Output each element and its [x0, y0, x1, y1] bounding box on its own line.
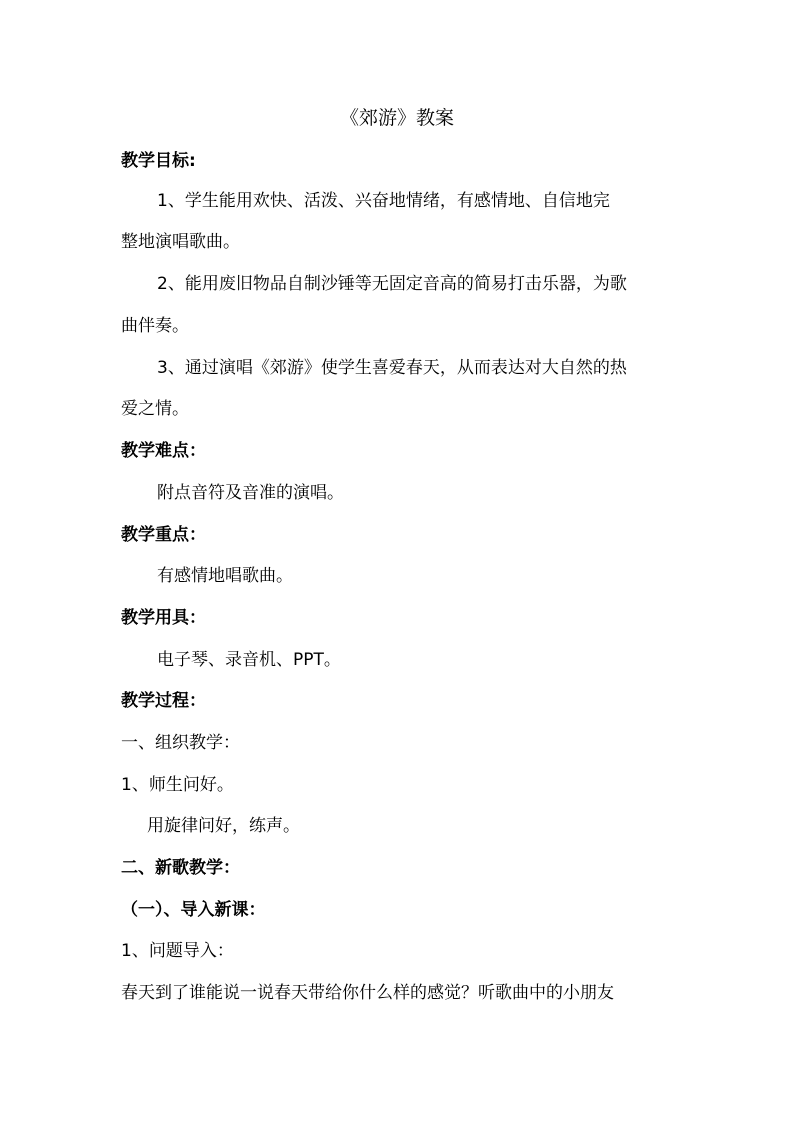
difficulty-heading: 教学难点：	[121, 441, 206, 461]
goal-2-line-1: 2、能用废旧物品自制沙锤等无固定音高的简易打击乐器，为歌	[157, 274, 627, 294]
goal-1-line-2: 整地演唱歌曲。	[121, 232, 240, 252]
part-2-subheading-1: （一）、导入新课：	[121, 900, 266, 920]
difficulty-text: 附点音符及音准的演唱。	[157, 483, 344, 503]
part-1-item-1: 1、师生问好。	[121, 775, 234, 795]
part-2-item-1: 1、问题导入：	[121, 941, 234, 961]
tools-text: 电子琴、录音机、PPT。	[157, 650, 341, 670]
focus-heading: 教学重点：	[121, 525, 206, 545]
tools-heading: 教学用具：	[121, 608, 206, 628]
goal-2-line-2: 曲伴奏。	[121, 316, 189, 336]
focus-text: 有感情地唱歌曲。	[157, 566, 293, 586]
part-1-item-1-text: 用旋律问好，练声。	[147, 816, 300, 836]
goal-3-line-2: 爱之情。	[121, 399, 189, 419]
goals-heading: 教学目标:	[121, 151, 196, 171]
part-2-item-1-text: 春天到了谁能说一说春天带给你什么样的感觉？听歌曲中的小朋友	[121, 983, 614, 1003]
document-title: 《郊游》教案	[339, 107, 454, 129]
part-1-heading: 一、组织教学：	[121, 733, 240, 753]
goal-3-line-1: 3、通过演唱《郊游》使学生喜爱春天，从而表达对大自然的热	[157, 358, 627, 378]
part-2-heading: 二、新歌教学：	[121, 858, 240, 878]
goal-1-line-1: 1、学生能用欢快、活泼、兴奋地情绪，有感情地、自信地完	[157, 191, 610, 211]
process-heading: 教学过程：	[121, 691, 206, 711]
